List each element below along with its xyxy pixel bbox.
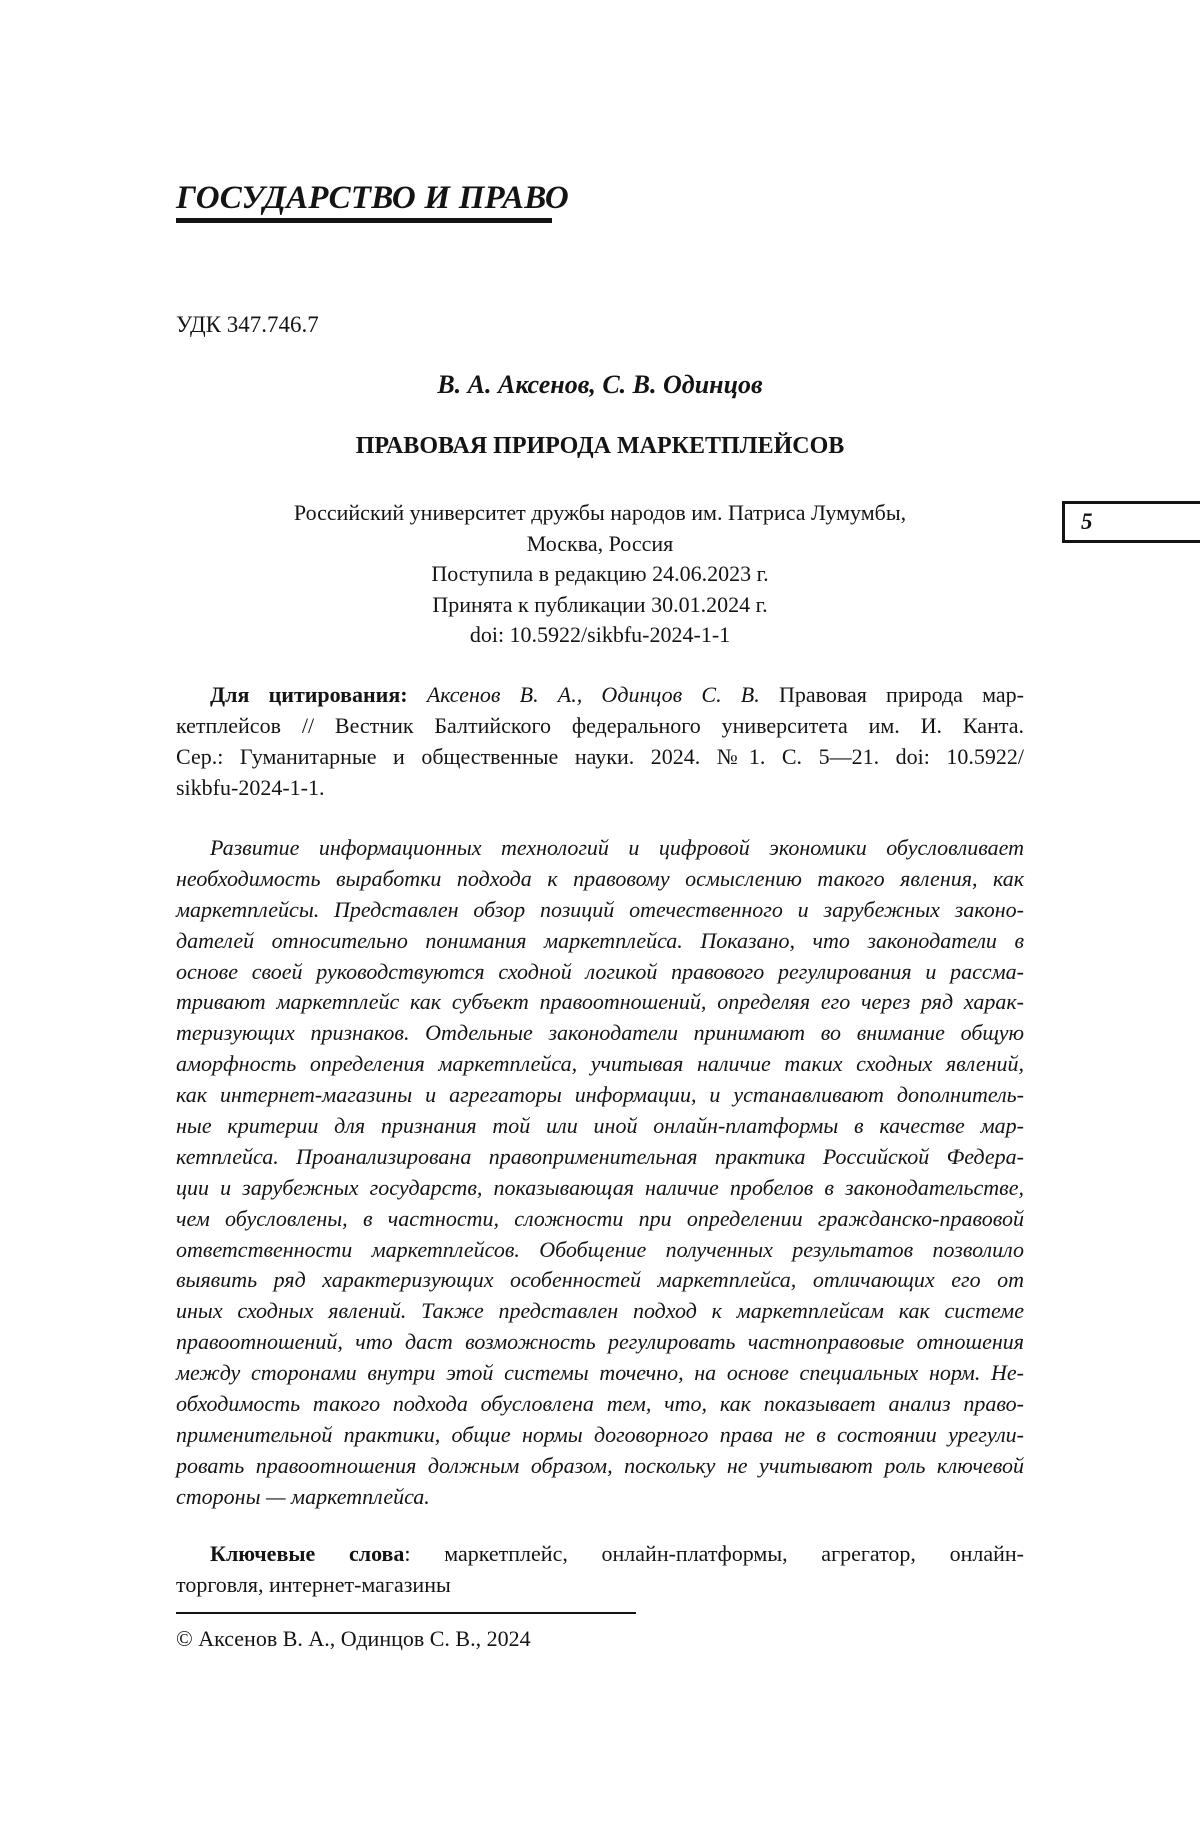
abstract-line: ровать правоотношения должным образом, поскольку не учитывают роль ключевой (176, 1452, 1024, 1478)
abstract-line: основе своей руководствуются сходной логикой правового регулирования и рассма- (176, 958, 1024, 984)
citation-label: Для цитирования: (210, 682, 408, 707)
citation-line (176, 679, 1024, 710)
abstract-line: необходимость выработки подхода к правовому осмыслению такого явления, как (176, 865, 1024, 891)
abstract-line: ции и зарубежных государств, показывающая наличие пробелов в законодательстве, (176, 1174, 1024, 1200)
abstract-line: дателей относительно понимания маркетплейса. Показано, что законодатели в (176, 927, 1024, 953)
doi: doi: 10.5922/sikbfu-2024-1-1 (469, 622, 731, 647)
affiliation-line: Российский университет дружбы народов им. Патриса Лумумбы, (293, 500, 907, 525)
abstract-line: ные критерии для признания той или иной онлайн-платформы в качестве мар- (176, 1113, 1024, 1139)
citation-line: sikbfu-2024-1-1. (176, 775, 325, 800)
abstract-line: тривают маркетплейс как субъект правоотношений, определяя его через ряд харак- (176, 989, 1024, 1015)
abstract-line: как интернет-магазины и агрегаторы информации, и устанавливают дополнитель- (176, 1082, 1024, 1108)
abstract-line: маркетплейсы. Представлен обзор позиций отечественного и зарубежных законо- (176, 896, 1024, 922)
abstract-line: правоотношений, что даст возможность регулировать частноправовые отношения (176, 1329, 1024, 1355)
abstract-line: чем обусловлены, в частности, сложности при определении гражданско-правовой (176, 1205, 1024, 1231)
abstract-line: Развитие информационных технологий и цифровой экономики обусловливает (210, 835, 1024, 860)
citation-text: Правовая природа мар- (778, 682, 1024, 707)
citation-authors: Аксенов В. А., Одинцов С. В. (426, 682, 760, 707)
article-info (176, 498, 1024, 651)
abstract-line: между сторонами внутри этой системы точечно, на основе специальных норм. Не- (176, 1360, 1024, 1386)
page-number-box (1062, 501, 1200, 543)
abstract-line: иных сходных явлений. Также представлен подход к маркетплейсам как системе (176, 1298, 1024, 1324)
abstract-line: аморфность определения маркетплейса, учитывая наличие таких сходных явлений, (176, 1051, 1024, 1077)
udc-code: УДК 347.746.7 (176, 312, 319, 337)
article-title: ПРАВОВАЯ ПРИРОДА МАРКЕТПЛЕЙСОВ (355, 433, 845, 459)
citation-line: кетплейсов // Вестник Балтийского федерального университета им. И. Канта. (176, 713, 1024, 738)
article-authors: В. А. Аксенов, С. В. Одинцов (437, 370, 763, 399)
abstract-line: обходимость такого подхода обусловлена тем, что, как показывает анализ право- (176, 1391, 1024, 1417)
keywords-line: торговля, интернет-магазины (176, 1572, 451, 1597)
abstract-line: выявить ряд характеризующих особенностей маркетплейса, отличающих его от (176, 1267, 1024, 1293)
abstract (176, 833, 1024, 1513)
citation-block (176, 679, 1024, 803)
keywords-line (176, 1538, 1024, 1569)
abstract-line: кетплейса. Проанализирована правоприменительная практика Российской Федера- (176, 1143, 1024, 1169)
section-heading-underline (176, 218, 552, 223)
affiliation-line: Москва, Россия (526, 530, 674, 556)
keywords-label: Ключевые слова (210, 1541, 405, 1566)
abstract-line: стороны — маркетплейса. (176, 1483, 430, 1509)
keywords-text: : маркетплейс, онлайн-платформы, агрегатор, онлайн- (404, 1541, 1024, 1566)
abstract-line: применительной практики, общие нормы договорного права не в состоянии урегули- (176, 1421, 1024, 1447)
abstract-line: ответственности маркетплейсов. Обобщение полученных результатов позволило (176, 1236, 1024, 1262)
copyright-notice: © Аксенов В. А., Одинцов С. В., 2024 (176, 1626, 531, 1651)
section-heading: ГОСУДАРСТВО И ПРАВО (176, 180, 569, 216)
keywords-block (176, 1538, 1024, 1600)
citation-line: Сер.: Гуманитарные и общественные науки. 2024. №1. С. 5—21. doi: 10.5922/ (176, 744, 1024, 769)
abstract-line: теризующих признаков. Отдельные законодатели принимают во внимание общую (176, 1020, 1024, 1046)
accepted-date: Принята к публикации 30.01.2024 г. (432, 591, 768, 617)
received-date: Поступила в редакцию 24.06.2023 г. (431, 561, 769, 586)
page-number: 5 (1081, 509, 1093, 534)
footnote-divider (176, 1612, 636, 1614)
